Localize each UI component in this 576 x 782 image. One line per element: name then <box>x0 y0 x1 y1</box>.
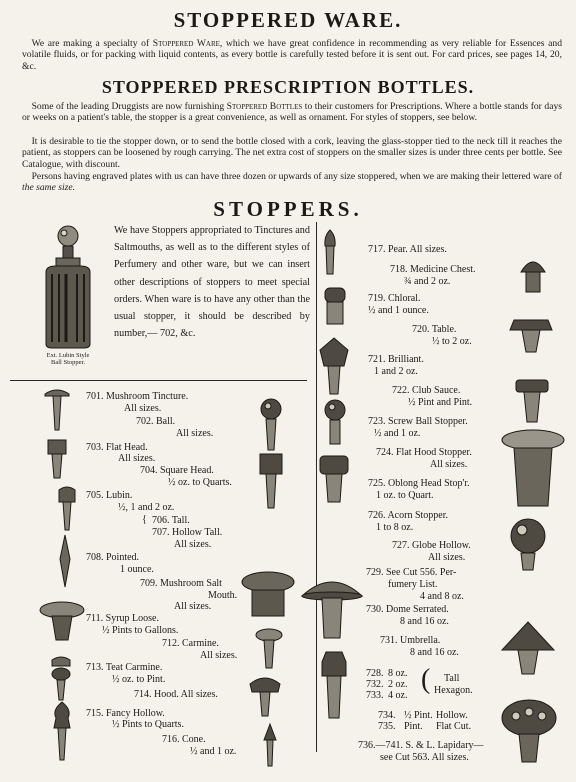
tall-hexagon-label-2: Hexagon. <box>434 685 473 696</box>
entry-703-label: 703. Flat Head. <box>86 442 148 453</box>
entry-713-label: 713. Teat Carmine. <box>86 662 163 673</box>
stopper-728-733-image <box>318 650 350 720</box>
stopper-719-image <box>322 286 348 326</box>
entry-716-label: 716. Cone. <box>162 734 206 745</box>
entry-730-sizes: 8 and 16 oz. <box>400 616 449 627</box>
entry-715-sizes: ½ Pints to Quarts. <box>112 719 184 730</box>
stopper-708-image <box>58 533 72 589</box>
entry-729-ref: fumery List. <box>388 579 438 590</box>
entry-702-label: 702. Ball. <box>136 416 176 427</box>
entry-727-sizes: All sizes. <box>428 552 466 563</box>
stopper-703-image <box>46 438 68 480</box>
stopper-730-image <box>300 574 364 640</box>
stopper-713-image <box>48 656 74 702</box>
section-divider <box>10 380 307 381</box>
entry-735-label: 735. <box>378 721 396 732</box>
entry-731-label: 731. Umbrella. <box>380 635 441 646</box>
entry-731-sizes: 8 and 16 oz. <box>410 647 459 658</box>
entry-708-sizes: 1 ounce. <box>120 564 154 575</box>
stopper-704-image <box>258 452 284 510</box>
brace-706-707: { <box>142 514 147 525</box>
entry-730-label: 730. Dome Serrated. <box>366 604 449 615</box>
entry-720-label: 720. Table. <box>412 324 457 335</box>
stopper-725-image <box>318 454 350 504</box>
entry-718-sizes: ¾ and 2 oz. <box>404 276 451 287</box>
column-divider <box>316 222 317 752</box>
brace-tall-hexagon: ( <box>421 664 431 695</box>
stopper-709-image <box>240 568 296 620</box>
entry-708-label: 708. Pointed. <box>86 552 140 563</box>
entry-729-label: 729. See Cut 556. Per- <box>366 567 457 578</box>
entry-728-size: 8 oz. <box>388 668 408 679</box>
stopper-705-image <box>56 486 78 532</box>
entry-702-sizes: All sizes. <box>176 428 214 439</box>
stopper-701-image <box>42 388 72 433</box>
entry-735-desc: Flat Cut. <box>436 721 472 732</box>
entry-704-label: 704. Square Head. <box>140 465 214 476</box>
entry-732-size: 2 oz. <box>388 679 408 690</box>
entry-733-size: 4 oz. <box>388 690 408 701</box>
stopper-714-image <box>248 676 282 718</box>
stopper-723-image <box>322 398 348 446</box>
entry-705-label: 705. Lubin. <box>86 490 133 501</box>
stopper-722-image <box>512 378 552 424</box>
entry-715-label: 715. Fancy Hollow. <box>86 708 165 719</box>
entry-722-label: 722. Club Sauce. <box>392 385 461 396</box>
entry-724-label: 724. Flat Hood Stopper. <box>376 447 472 458</box>
heading-stoppered-ware: STOPPERED WARE. <box>173 8 403 32</box>
entry-717-label: 717. Pear. All sizes. <box>368 244 447 255</box>
entry-726-label: 726. Acorn Stopper. <box>368 510 448 521</box>
entry-734-label: 734. <box>378 710 396 721</box>
entry-722-sizes: ½ Pint and Pint. <box>408 397 473 408</box>
ball-stopper-caption: Ext. Lubin Style Ball Stopper. <box>46 352 90 366</box>
entry-732-label: 732. <box>366 679 384 690</box>
entry-725-sizes: 1 oz. to Quart. <box>376 490 434 501</box>
stopper-727-image <box>508 518 548 572</box>
paragraph-engraved-plates: Persons having engraved plates with us can have three dozen or upwards of any size stoppered, when we are making their lettered ware of the same size. <box>22 171 562 194</box>
stopper-711-image <box>38 600 86 642</box>
entry-701-sizes: All sizes. <box>124 403 162 414</box>
stopper-734-735-image <box>500 698 558 764</box>
entry-723-label: 723. Screw Ball Stopper. <box>368 416 468 427</box>
entry-721-label: 721. Brilliant. <box>368 354 424 365</box>
entry-704-sizes: ½ oz. to Quarts. <box>168 477 232 488</box>
entry-709-mouth: Mouth. <box>208 590 238 601</box>
entry-709-sizes: All sizes. <box>174 601 212 612</box>
entry-701-label: 701. Mushroom Tincture. <box>86 391 189 402</box>
entry-719-sizes: ½ and 1 ounce. <box>368 305 429 316</box>
stopper-712-image <box>254 628 284 670</box>
entry-728-label: 728. <box>366 668 384 679</box>
paragraph-prescription-bottles: Some of the leading Druggists are now furnishing Stoppered Bottles to their customers for Prescriptions. Where a bottle stands for days or weeks on a patient's table, the stopper is a great convenience, as well as ornament. For styles of stoppers, see below. <box>22 101 562 124</box>
entry-706-label: 706. Tall. <box>152 515 190 526</box>
entry-707-label: 707. Hollow Tall. <box>152 527 223 538</box>
entry-709-label: 709. Mushroom Salt <box>140 578 222 589</box>
stopper-702-image <box>258 398 284 452</box>
stopper-715-image <box>50 700 74 762</box>
stopper-724-image <box>500 428 566 508</box>
stopper-731-image <box>500 620 556 676</box>
entry-734-size: ½ Pint. <box>404 710 433 721</box>
stopper-718-image <box>518 256 548 296</box>
stopper-720-image <box>508 316 554 356</box>
entry-723-sizes: ½ and 1 oz. <box>374 428 421 439</box>
entry-736-741-sizes: see Cut 563. All sizes. <box>380 752 469 763</box>
stopper-717-image <box>320 228 340 276</box>
entry-725-label: 725. Oblong Head Stop'r. <box>368 478 470 489</box>
entry-716-sizes: ½ and 1 oz. <box>190 746 237 757</box>
entry-726-sizes: 1 to 8 oz. <box>376 522 414 533</box>
entry-736-741-label: 736.—741. S. & L. Lapidary— <box>358 740 484 751</box>
entry-719-label: 719. Chloral. <box>368 293 421 304</box>
stopper-721-image <box>316 336 352 396</box>
ball-stopper-bottle-image <box>32 222 104 350</box>
entry-721-sizes: 1 and 2 oz. <box>374 366 418 377</box>
entry-705-sizes: ½, 1 and 2 oz. <box>118 502 175 513</box>
entry-727-label: 727. Globe Hollow. <box>392 540 471 551</box>
entry-724-sizes: All sizes. <box>430 459 468 470</box>
stopper-716-image <box>262 722 278 768</box>
entry-713-sizes: ½ oz. to Pint. <box>112 674 166 685</box>
paragraph-tie-stopper: It is desirable to tie the stopper down, or to send the bottle closed with a cork, leaving the glass-stopper tied to the neck till it reaches the patient, as stoppers can be loosened by rough carrying. The net extra cost of stoppers on the smaller sizes is under three cents per bottle. See Catalogue, with discount. <box>22 136 562 170</box>
stoppers-intro-text: We have Stoppers appropriated to Tinctures and Saltmouths, as well as to the different styles of Perfumery and other ware, but we can insert other descriptions of stoppers to meet special orders. When ware is to have any other than the usual stopper, it should be described by number,— 702, &c. <box>114 225 310 340</box>
paragraph-stoppered-ware: We are making a specialty of Stoppered Ware, which we have great confidence in recommending as very reliable for Essences and volatile fluids, or for packing with liquid contents, as every bottle is carefully tested before it is sent out. For card prices, see pages 14, 20, &c. <box>22 38 562 72</box>
entry-720-sizes: ½ to 2 oz. <box>432 336 472 347</box>
entry-733-label: 733. <box>366 690 384 701</box>
entry-712-label: 712. Carmine. <box>162 638 219 649</box>
entry-735-size: Pint. <box>404 721 423 732</box>
entry-718-label: 718. Medicine Chest. <box>390 264 476 275</box>
tall-hexagon-label-1: Tall <box>444 673 460 684</box>
entry-703-sizes: All sizes. <box>118 453 156 464</box>
entry-734-desc: Hollow. <box>436 710 468 721</box>
entry-711-sizes: ½ Pints to Gallons. <box>102 625 179 636</box>
entry-706-707-sizes: All sizes. <box>174 539 212 550</box>
heading-prescription-bottles: STOPPERED PRESCRIPTION BOTTLES. <box>101 77 475 97</box>
entry-729-sizes: 4 and 8 oz. <box>420 591 464 602</box>
entry-711-label: 711. Syrup Loose. <box>86 613 159 624</box>
entry-714-label: 714. Hood. All sizes. <box>134 689 218 700</box>
entry-712-sizes: All sizes. <box>200 650 238 661</box>
heading-stoppers: STOPPERS. <box>213 197 363 221</box>
